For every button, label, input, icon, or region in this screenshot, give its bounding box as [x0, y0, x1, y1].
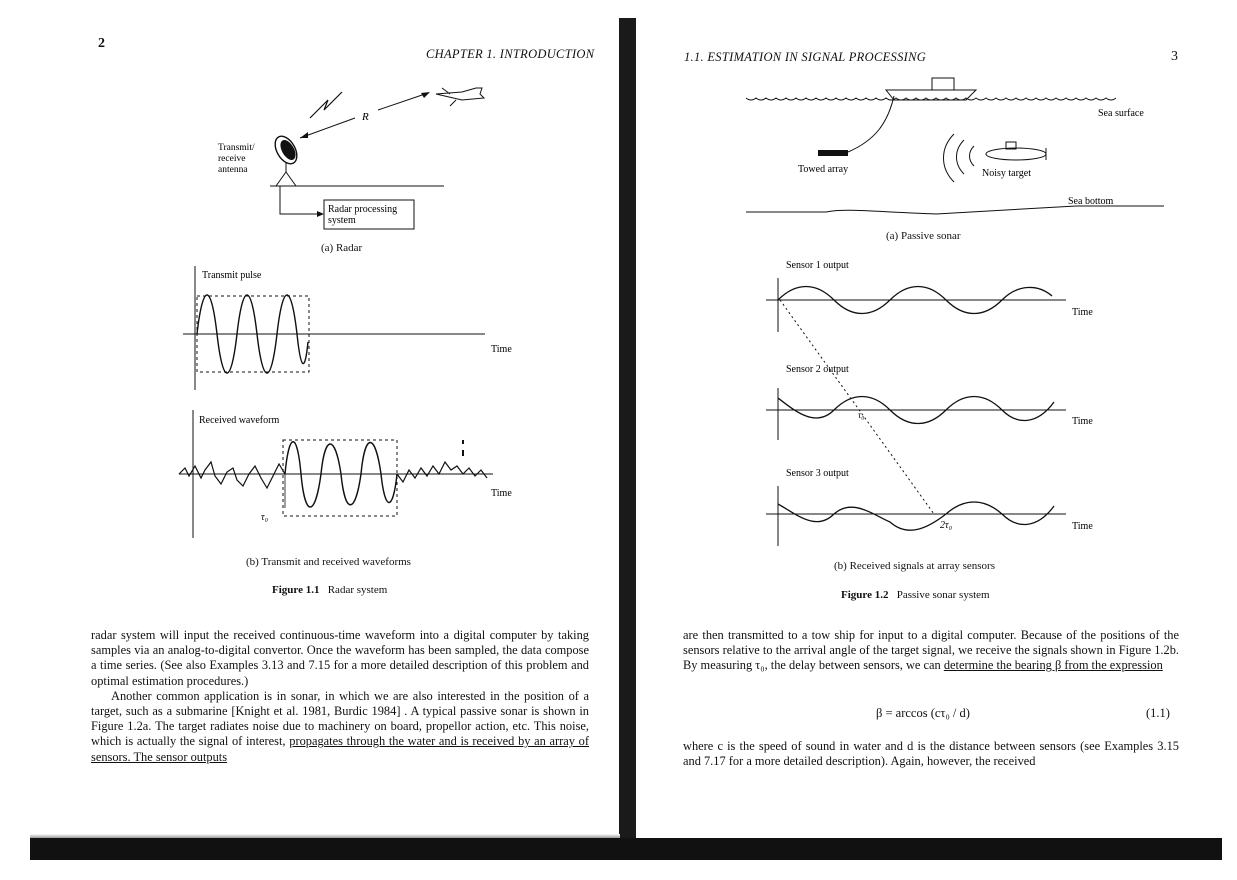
sea-bottom-label: Sea bottom — [1068, 196, 1114, 207]
radar-diagram — [200, 78, 510, 240]
processing-label-1: Radar processing — [328, 204, 398, 215]
figure-1-2-text: Passive sonar system — [896, 589, 990, 601]
left-p1-line1: radar system will input the received continuous-time waveform into a digital computer — [91, 628, 537, 642]
received-noise-left — [179, 462, 285, 488]
fig1-2a-subcaption: (a) Passive sonar — [886, 230, 961, 242]
running-head-left: CHAPTER 1. INTRODUCTION — [426, 47, 595, 61]
right-page — [636, 0, 1237, 840]
sensor1-label: Sensor 1 output — [786, 260, 849, 271]
right-p1-line4: determine the bearing β from the expression — [943, 658, 1163, 673]
left-p1-line2: by taking samples via an analog-to-digital convertor. Once the waveform has been — [91, 628, 590, 658]
scan-bottom-edge — [30, 838, 1222, 860]
tau0-label-left: τ₀ — [261, 512, 269, 523]
left-p2-line5: propagates through the water and is received by an array of sensors. The sensor outputs — [91, 734, 589, 764]
left-p2-line3: passive sonar is shown in Figure 1.2a. The target radiates noise due to machinery — [91, 704, 589, 734]
right-p2-line1: where c is the speed of sound in water and d is the distance between sensors (see — [683, 739, 1101, 753]
passive-sonar-diagram — [736, 72, 1166, 232]
towed-array-label: Towed array — [798, 164, 849, 175]
sensor3-wave — [778, 502, 1054, 530]
left-p2-line1: Another common application is in sonar, in which we are also interested in the — [111, 688, 520, 703]
book-spine — [619, 18, 636, 838]
figure-1-1-label: Figure 1.1 — [272, 584, 320, 596]
range-line-right — [378, 93, 428, 110]
delay-line — [780, 300, 934, 514]
figure-1-1-caption — [272, 584, 387, 596]
tau0-label-right: τ₀ — [858, 410, 865, 420]
sea-surface-label: Sea surface — [1098, 108, 1144, 119]
waveforms-diagram — [175, 262, 520, 542]
fig1-2b-subcaption: (b) Received signals at array sensors — [834, 560, 995, 572]
right-body-p2 — [683, 739, 1179, 769]
range-line-left — [300, 118, 355, 138]
antenna-label-3: antenna — [218, 165, 248, 175]
antenna-label-1: Transmit/ — [218, 143, 255, 153]
left-p1-line4: detailed description of this problem and optimal estimation procedures.) — [91, 658, 589, 688]
right-p1-line1: are then transmitted to a tow ship for input to a digital computer. Because of the — [683, 628, 1096, 642]
equation-1-1: β = arccos (cτ₀ / d) — [876, 706, 970, 720]
fig1-1a-subcaption: (a) Radar — [321, 242, 363, 254]
received-label: Received waveform — [199, 415, 280, 426]
received-window — [283, 440, 397, 516]
left-p2-line4: on board, propellor action, etc. This noise, which is actually the signal of interest, — [91, 719, 589, 749]
sensor2-label: Sensor 2 output — [786, 364, 849, 375]
submarine-icon — [986, 142, 1046, 160]
left-page — [0, 0, 620, 840]
right-p1 — [683, 628, 1179, 674]
processing-label-2: system — [328, 215, 356, 226]
antenna-label-2: receive — [218, 154, 246, 164]
antenna-dish-icon — [271, 133, 302, 186]
received-noise-right — [397, 462, 487, 482]
page-number-left: 2 — [98, 36, 105, 51]
sensor-signals-diagram — [756, 252, 1126, 552]
figure-1-2-label: Figure 1.2 — [841, 589, 889, 601]
wave-symbol — [310, 92, 342, 118]
range-label: R — [362, 111, 369, 123]
running-head-right: 1.1. ESTIMATION IN SIGNAL PROCESSING — [684, 50, 927, 64]
time-label-s3: Time — [1072, 521, 1093, 532]
tow-ship-icon — [886, 78, 976, 100]
noisy-target-label: Noisy target — [982, 168, 1031, 179]
fig1-1b-subcaption: (b) Transmit and received waveforms — [246, 556, 411, 568]
time-label-transmit: Time — [491, 344, 512, 355]
right-body-p1 — [683, 628, 1179, 674]
left-p1-line3: sampled, the data compose a time series. (See also Examples 3.13 and 7.15 for a more — [91, 643, 589, 673]
left-body-text — [91, 628, 589, 765]
towed-array — [818, 150, 848, 156]
right-p1-line2: positions of the sensors relative to the arrival angle of the target signal, we receive — [683, 628, 1179, 658]
page-number-right: 3 — [1171, 49, 1178, 64]
left-p2 — [91, 689, 589, 765]
figure-1-2-caption — [841, 589, 990, 601]
left-p1 — [91, 628, 589, 689]
tow-cable — [848, 96, 894, 152]
right-p2-line2: Examples 3.15 and 7.17 for a more detailed description). Again, however, the received — [683, 739, 1179, 769]
left-p2-line2: position of a target, such as a submarine [Knight et al. 1981, Burdic 1984] . A typical — [91, 688, 589, 719]
time-label-s2: Time — [1072, 416, 1093, 427]
time-label-received: Time — [491, 488, 512, 499]
sea-bottom-line — [746, 206, 1164, 214]
figure-1-1-text: Radar system — [327, 584, 388, 596]
aircraft-icon — [436, 88, 484, 106]
sensor3-label: Sensor 3 output — [786, 468, 849, 479]
transmit-label: Transmit pulse — [202, 270, 262, 281]
time-label-s1: Time — [1072, 307, 1093, 318]
equation-number: (1.1) — [1146, 706, 1170, 720]
right-p2 — [683, 739, 1179, 769]
two-tau0-label: 2τ₀ — [940, 520, 953, 531]
right-p1-line3: the signals shown in Figure 1.2b. By measuring τ₀, the delay between sensors, we can — [683, 643, 1179, 673]
